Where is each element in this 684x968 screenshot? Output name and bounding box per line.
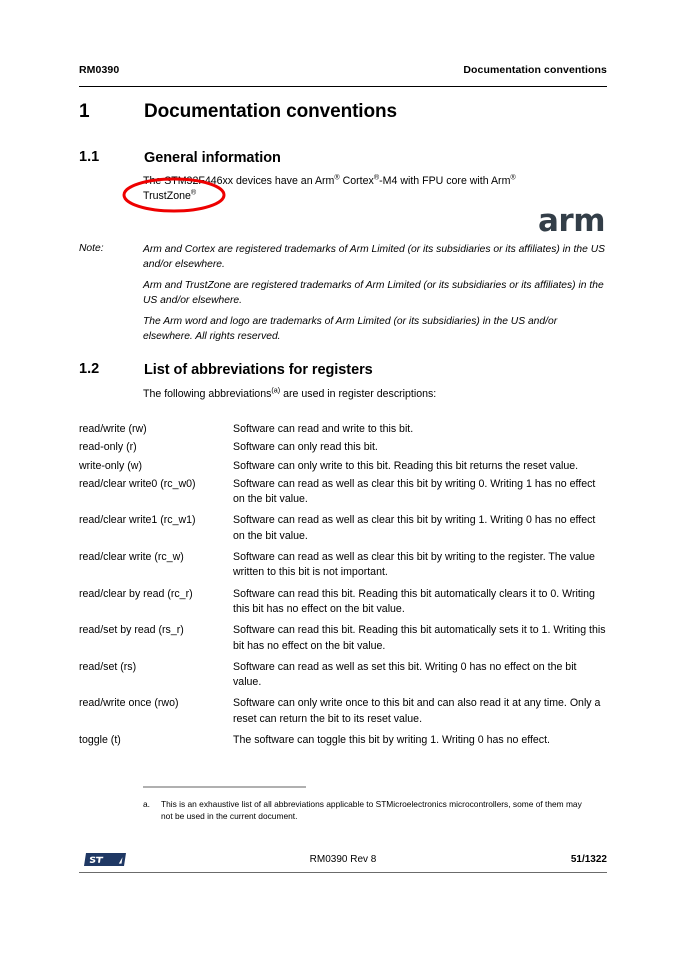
abbreviation-row <box>79 477 607 508</box>
abbreviation-term: write-only (w) <box>79 459 142 472</box>
abbreviations-list <box>79 422 607 754</box>
registered-mark-icon-4: ® <box>190 187 197 197</box>
abbreviation-description: Software can read as well as clear this bit by writing 1. Writing 0 has no effect on the bit value. <box>233 514 596 542</box>
abbreviation-row <box>79 459 607 474</box>
footnote-block <box>143 798 587 823</box>
abbreviation-row <box>79 440 607 455</box>
footnote-marker: a. <box>143 799 150 809</box>
intro-text-part-1: The STM32F446xx devices have an Arm <box>143 175 335 187</box>
abbreviation-term: read-only (r) <box>79 441 137 454</box>
abbreviation-term: read/write once (rwo) <box>79 697 179 710</box>
abbreviation-term: read/clear by read (rc_r) <box>79 587 193 600</box>
header-document-id: RM0390 <box>79 64 120 76</box>
section-1-2-number: 1.2 <box>79 361 100 377</box>
page-header <box>79 64 607 87</box>
abbreviation-description: Software can read this bit. Reading this bit automatically clears it to 0. Writing this bit has no effect on the bit value. <box>233 587 595 615</box>
note-paragraph: Arm and Cortex are registered trademarks of Arm Limited (or its subsidiaries or its affiliates) in the US and/or elsewhere. <box>143 244 605 270</box>
section-1-1-title: General information <box>144 150 281 166</box>
header-chapter-title: Documentation conventions <box>463 64 607 76</box>
intro-text-part-4: TrustZone <box>143 190 191 203</box>
abbreviation-description: Software can read and write to this bit. <box>233 423 414 435</box>
abbrev-intro-suffix: are used in register descriptions: <box>280 388 437 400</box>
registered-mark-icon-2: ® <box>373 172 380 182</box>
abbreviation-description: Software can read as well as clear this bit by writing to the register. The value written to this bit is not important. <box>233 551 595 579</box>
footer-revision: RM0390 Rev 8 <box>309 854 377 865</box>
note-label: Note: <box>79 243 104 254</box>
abbreviation-description: Software can read as well as clear this bit by writing 0. Writing 1 has no effect on the bit value. <box>233 477 596 506</box>
abbreviation-description: Software can only write to this bit. Reading this bit returns the reset value. <box>233 459 579 472</box>
registered-mark-icon-3: ® <box>510 172 516 182</box>
note-body <box>143 243 607 345</box>
abbreviation-row <box>79 550 607 581</box>
general-information-paragraph <box>143 174 561 204</box>
abbreviation-description: Software can only read this bit. <box>233 441 378 454</box>
note-paragraph: Arm and TrustZone are registered trademarks of Arm Limited (or its subsidiaries or its affiliates) in the US and/or elsewhere. <box>143 280 604 306</box>
footnote-separator <box>143 786 306 788</box>
registered-mark-icon-1: ® <box>334 172 340 182</box>
abbreviation-term: read/clear write1 (rc_w1) <box>79 514 196 527</box>
abbreviation-row <box>79 513 607 544</box>
abbreviation-term: read/set by read (rs_r) <box>79 624 184 637</box>
page-footer <box>79 848 607 873</box>
section-1-heading <box>79 101 607 123</box>
section-1-1-number: 1.1 <box>79 149 100 165</box>
footer-page-number: 51/1322 <box>570 854 607 865</box>
footnote-text: This is an exhaustive list of all abbreviations applicable to STMicroelectronics microcontrollers, some of them may not be used in the current document. <box>161 799 582 822</box>
abbreviation-row <box>79 660 607 691</box>
section-1-number: 1 <box>79 101 90 122</box>
note-paragraph: The Arm word and logo are trademarks of Arm Limited (or its subsidiaries) in the US and/or elsewhere. All rights reserved. <box>143 316 558 342</box>
note-block <box>79 243 607 345</box>
abbreviation-term: read/write (rw) <box>79 423 147 435</box>
abbreviation-row <box>79 623 607 654</box>
abbreviation-description: Software can only write once to this bit and can also read it at any time. Only a reset can return the bit to its reset value. <box>233 697 601 725</box>
abbreviation-term: toggle (t) <box>79 734 121 747</box>
intro-text-part-3: -M4 with FPU core with Arm <box>379 175 511 187</box>
abbreviation-description: Software can read as well as set this bit. Writing 0 has no effect on the bit value. <box>233 660 577 689</box>
abbreviation-row <box>79 696 607 727</box>
abbreviations-intro-paragraph <box>143 387 583 402</box>
section-1-2-title: List of abbreviations for registers <box>144 362 373 378</box>
abbrev-intro-prefix: The following abbreviations <box>143 388 272 400</box>
intro-text-part-2: Cortex <box>339 175 374 187</box>
section-1-1-heading <box>79 149 607 167</box>
abbreviation-term: read/set (rs) <box>79 660 137 673</box>
abbreviation-term: read/clear write0 (rc_w0) <box>79 477 196 490</box>
arm-logo: arm <box>538 203 606 239</box>
abbreviation-row <box>79 422 607 437</box>
footnote-marker-a: (a) <box>271 385 281 395</box>
section-1-title: Documentation conventions <box>144 101 397 122</box>
abbreviation-term: read/clear write (rc_w) <box>79 551 184 564</box>
section-1-2-heading <box>79 361 607 379</box>
abbreviation-row <box>79 587 607 618</box>
abbreviation-description: Software can read this bit. Reading this bit automatically sets it to 1. Writing this bit has no effect on the bit value. <box>233 624 606 652</box>
abbreviation-row <box>79 733 607 748</box>
abbreviation-description: The software can toggle this bit by writing 1. Writing 0 has no effect. <box>233 734 550 747</box>
